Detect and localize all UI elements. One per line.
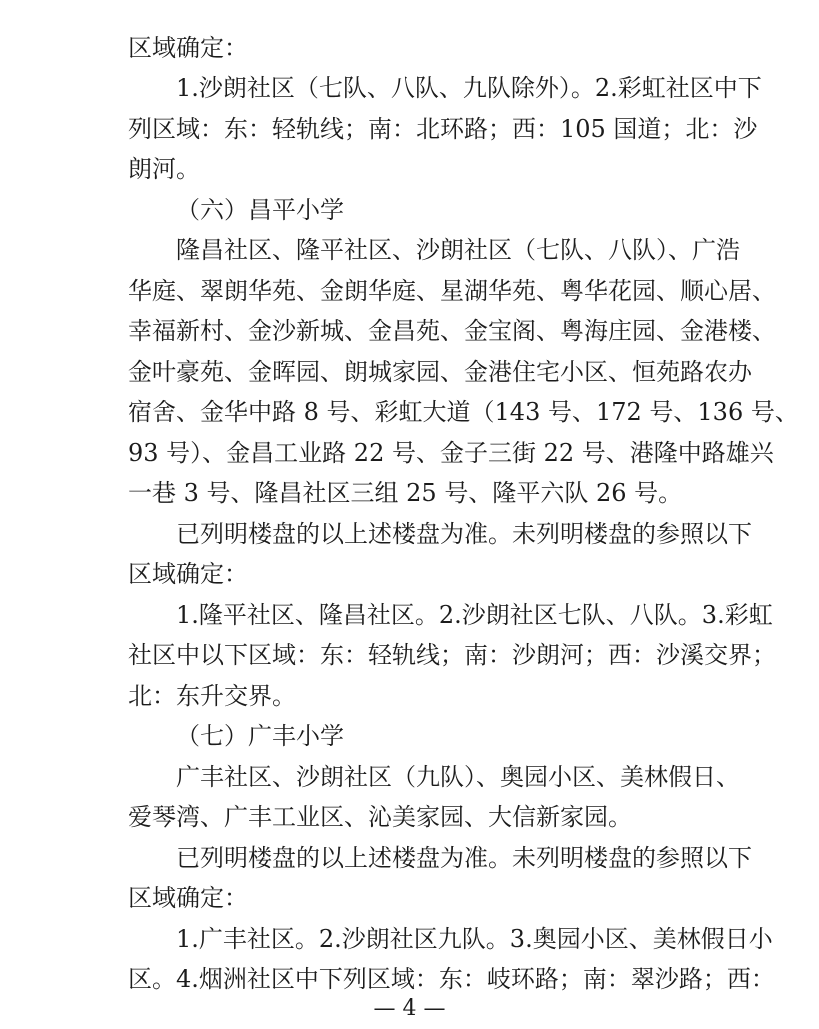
- text-line: 93 号）、金昌工业路 22 号、金子三街 22 号、港隆中路雄兴: [128, 439, 774, 467]
- text-line: 广丰社区、沙朗社区（九队）、奥园小区、美林假日、: [176, 763, 740, 791]
- text-line: 已列明楼盘的以上述楼盘为准。未列明楼盘的参照以下: [176, 520, 752, 548]
- text-line: 爱琴湾、广丰工业区、沁美家园、大信新家园。: [128, 803, 632, 831]
- text-line: 北：东升交界。: [128, 682, 296, 710]
- text-line: 区域确定：: [128, 560, 248, 588]
- text-line: 区。4.烟洲社区中下列区域：东：岐环路；南：翠沙路；西：: [128, 965, 775, 993]
- text-line: 1.广丰社区。2.沙朗社区九队。3.奥园小区、美林假日小: [176, 925, 773, 953]
- text-line: 1.隆平社区、隆昌社区。2.沙朗社区七队、八队。3.彩虹: [176, 601, 773, 629]
- text-line: 华庭、翠朗华苑、金朗华庭、星湖华苑、粤华花园、顺心居、: [128, 277, 776, 305]
- section-heading: （七）广丰小学: [176, 722, 344, 750]
- page-number: — 4 —: [373, 996, 446, 1021]
- section-heading: （六）昌平小学: [176, 196, 344, 224]
- text-line: 区域确定：: [128, 34, 248, 62]
- text-line: 一巷 3 号、隆昌社区三组 25 号、隆平六队 26 号。: [128, 479, 683, 507]
- text-line: 已列明楼盘的以上述楼盘为准。未列明楼盘的参照以下: [176, 844, 752, 872]
- text-line: 区域确定：: [128, 884, 248, 912]
- text-line: 金叶豪苑、金晖园、朗城家园、金港住宅小区、恒苑路农办: [128, 358, 752, 386]
- text-line: 社区中以下区域：东：轻轨线；南：沙朗河；西：沙溪交界；: [128, 641, 776, 669]
- text-line: 1.沙朗社区（七队、八队、九队除外）。2.彩虹社区中下: [176, 74, 762, 102]
- text-line: 列区域：东：轻轨线；南：北环路；西：105 国道；北：沙: [128, 115, 758, 143]
- text-line: 朗河。: [128, 155, 200, 183]
- text-line: 宿舍、金华中路 8 号、彩虹大道（143 号、172 号、136 号、: [128, 398, 799, 426]
- text-line: 幸福新村、金沙新城、金昌苑、金宝阁、粤海庄园、金港楼、: [128, 317, 776, 345]
- text-line: 隆昌社区、隆平社区、沙朗社区（七队、八队）、广浩: [176, 236, 740, 264]
